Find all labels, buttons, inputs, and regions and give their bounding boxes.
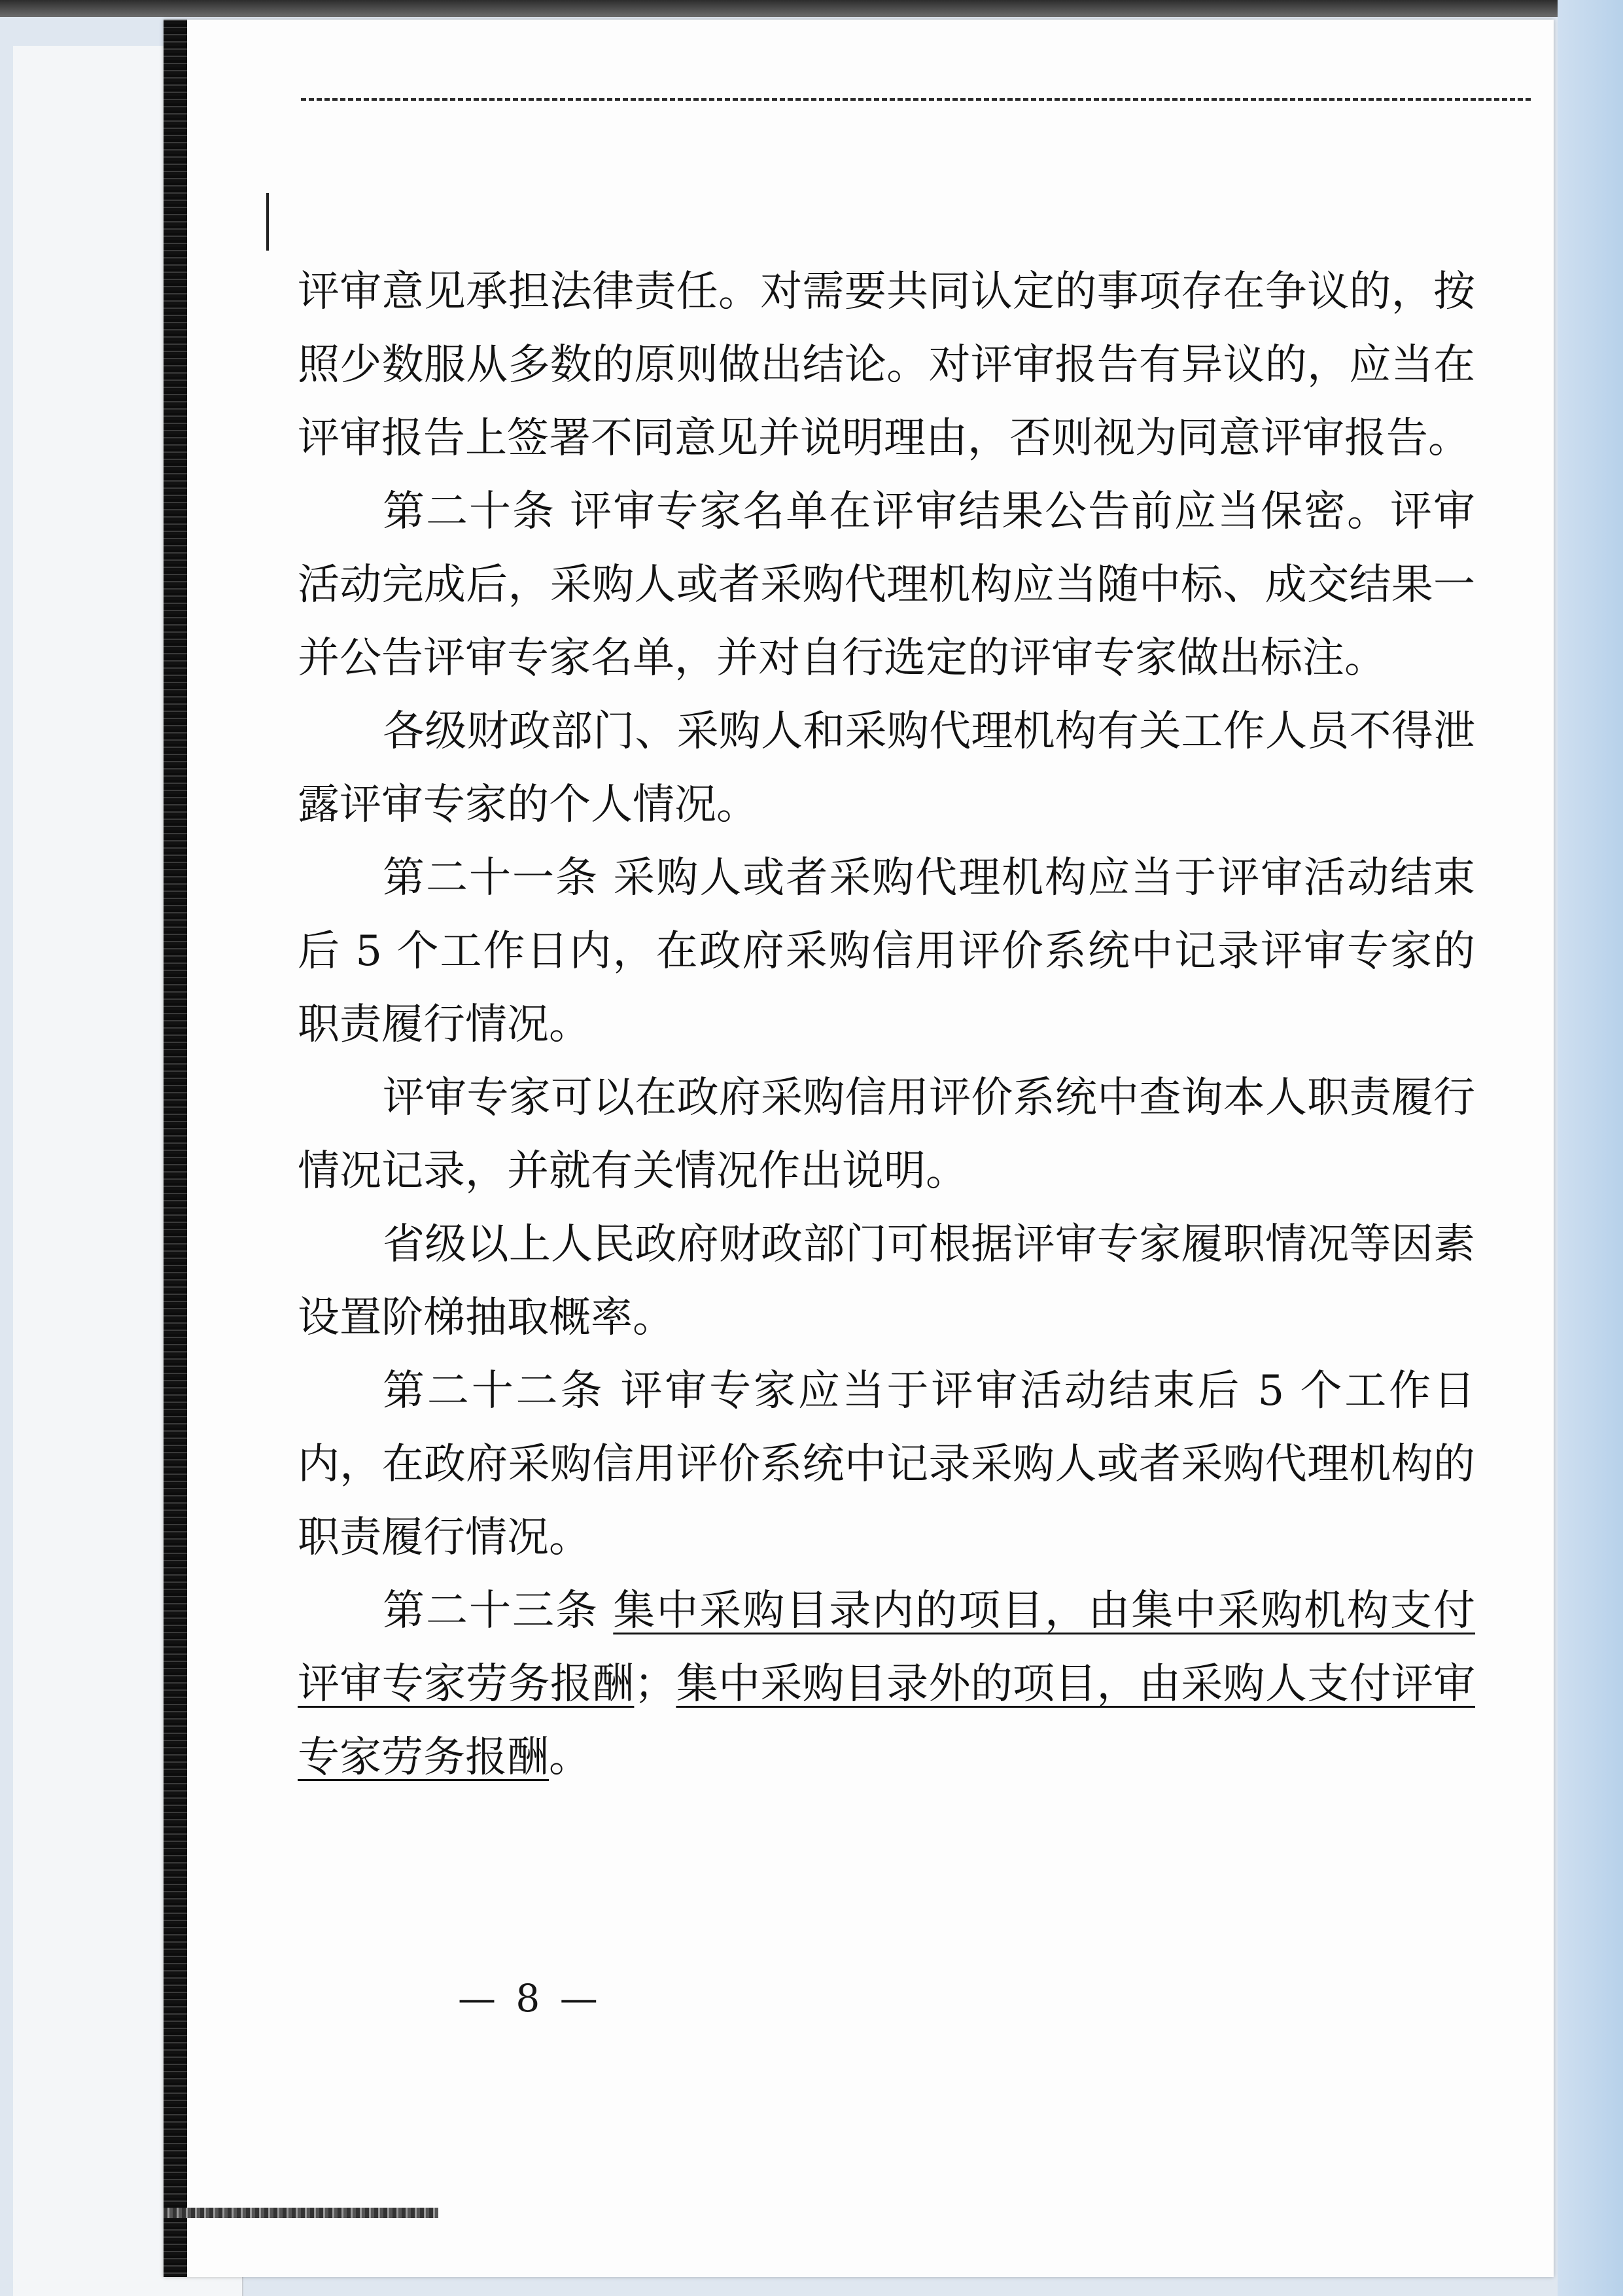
- paragraph-text: 第二十一条 采购人或者采购代理机构应当于评审活动结束后 5 个工作日内，在政府采购信用评价系统中记录评审专家的职责履行情况。: [298, 854, 1475, 1049]
- paragraph-text: 第二十二条 评审专家应当于评审活动结束后 5 个工作日内，在政府采购信用评价系统中记录采购人或者采购代理机构的职责履行情况。: [298, 1367, 1475, 1562]
- paragraph: [298, 1354, 1475, 1574]
- scan-background-right: [1558, 0, 1623, 2296]
- paragraph: [298, 1208, 1475, 1354]
- paragraph: [298, 1061, 1475, 1208]
- paragraph-text: 省级以上人民政府财政部门可根据评审专家履职情况等因素设置阶梯抽取概率。: [298, 1220, 1475, 1342]
- paragraph-text: ；: [634, 1660, 676, 1708]
- binding-bottom-edge: [164, 2208, 438, 2218]
- paragraph: [298, 695, 1475, 841]
- paragraph-text: 。: [549, 1733, 591, 1782]
- underlined-text: 集中采购目录外的项目，由采购人支付评审专家劳务报酬: [298, 1660, 1476, 1782]
- page-number: — 8 —: [458, 1976, 602, 2021]
- underlined-text: 集中采购目录内的项目，由集中采购机构支付评审专家劳务报酬: [298, 1587, 1476, 1708]
- document-body: [298, 255, 1475, 1794]
- paragraph-text: 第二十三条: [383, 1587, 614, 1635]
- paragraph: [298, 1574, 1475, 1794]
- header-dashed-rule: [301, 98, 1531, 101]
- paragraph-text: 第二十条 评审专家名单在评审结果公告前应当保密。评审活动完成后，采购人或者采购代理机构应当随中标、成交结果一并公告评审专家名单，并对自行选定的评审专家做出标注。: [298, 487, 1475, 682]
- paragraph-text: 各级财政部门、采购人和采购代理机构有关工作人员不得泄露评审专家的个人情况。: [298, 707, 1475, 829]
- paragraph: [298, 841, 1475, 1061]
- paragraph-text: 评审意见承担法律责任。对需要共同认定的事项存在争议的，按照少数服从多数的原则做出结论。对评审报告有异议的，应当在评审报告上签署不同意见并说明理由，否则视为同意评审报告。: [298, 268, 1475, 463]
- paragraph: [298, 255, 1475, 475]
- paragraph-text: 评审专家可以在政府采购信用评价系统中查询本人职责履行情况记录，并就有关情况作出说明。: [298, 1074, 1475, 1195]
- binding-edge: [164, 20, 187, 2277]
- scan-top-shadow: [0, 0, 1623, 17]
- paragraph: [298, 475, 1475, 695]
- margin-mark: [266, 193, 269, 251]
